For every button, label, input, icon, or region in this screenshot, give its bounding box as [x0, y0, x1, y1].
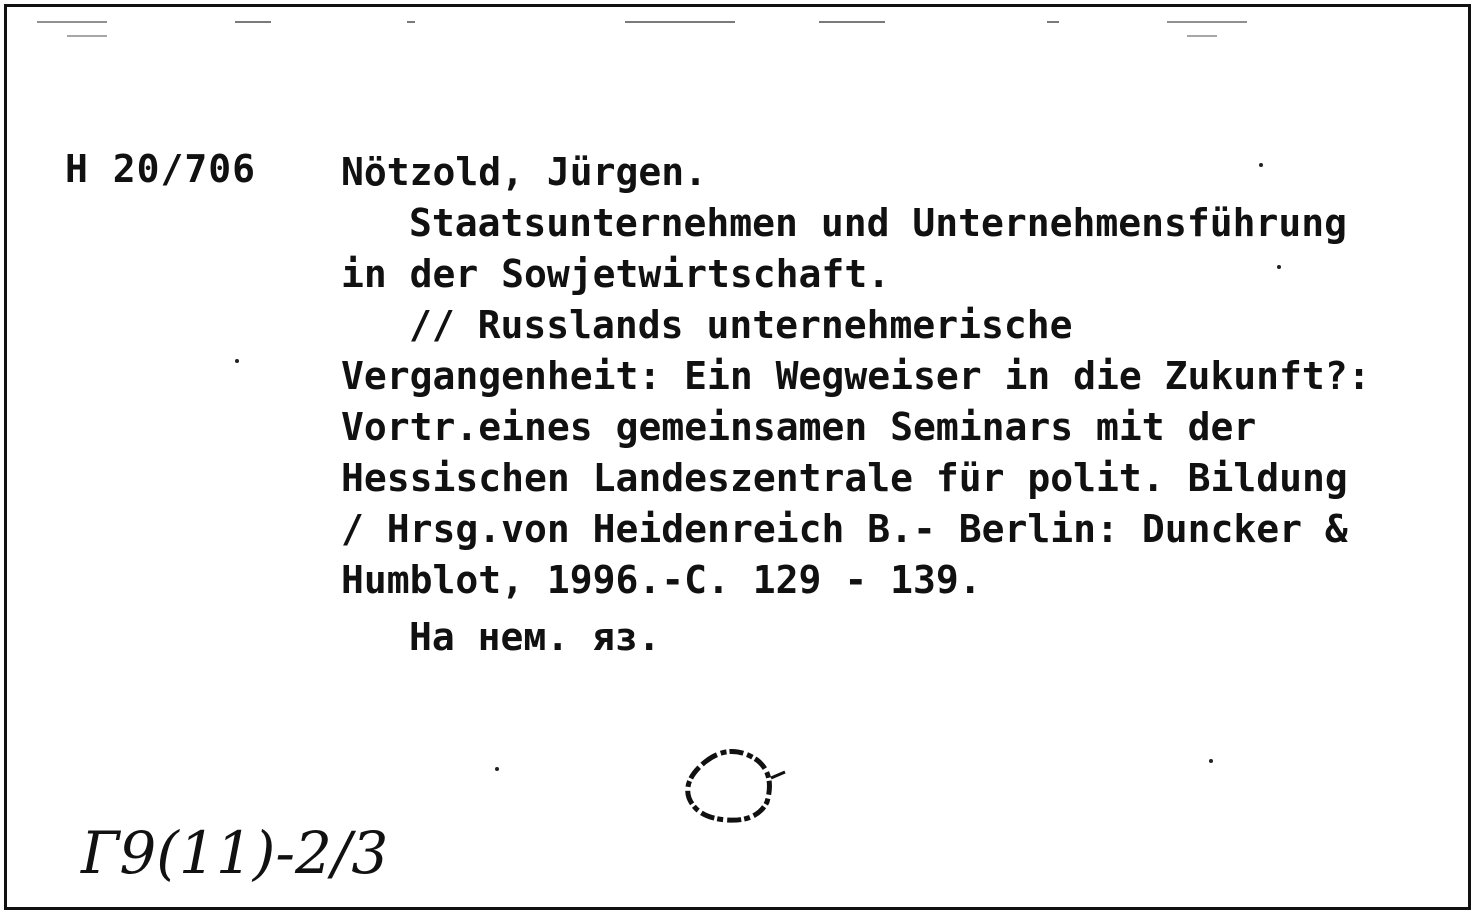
series-word: für [935, 456, 1005, 500]
title-line-2: in der Sowjetwirtschaft. [341, 252, 891, 296]
stamp-mark [675, 742, 795, 842]
series-word: der [1187, 405, 1257, 449]
speck [235, 359, 239, 363]
series-word: B.- [867, 507, 936, 551]
series-line-5 [341, 504, 1439, 555]
title-word: Unternehmensführung [912, 201, 1348, 245]
series-word: Russlands [477, 303, 684, 347]
speck [1259, 163, 1263, 167]
series-word: unternehmerische [706, 303, 1073, 347]
catalog-card [4, 4, 1471, 910]
series-word: // [409, 303, 455, 347]
series-word: polit. [1027, 456, 1165, 500]
series-word: Duncker & [1141, 507, 1348, 551]
series-line-6: Humblot, 1996.-C. 129 - 139. [341, 558, 982, 602]
series-word: Bildung [1187, 456, 1348, 500]
title-word: und [820, 201, 890, 245]
series-line-3 [341, 402, 1439, 453]
series-word: Seminars [890, 405, 1074, 449]
series-word: Heidenreich [592, 507, 845, 551]
speck [1209, 759, 1213, 763]
series-line-2: Vergangenheit: Ein Wegweiser in die Zukunft?: [341, 354, 1371, 398]
title-word: Staatsunternehmen [409, 201, 798, 245]
bibliographic-entry [341, 147, 1441, 663]
speck [1277, 265, 1281, 269]
scan-noise [7, 7, 1468, 57]
series-word: mit [1096, 405, 1165, 449]
series-word: gemeinsamen [615, 405, 868, 449]
series-word: Hessischen [341, 456, 570, 500]
series-word: Landeszentrale [592, 456, 913, 500]
series-line-4 [341, 453, 1439, 504]
shelfmark: H 20/706 [65, 147, 257, 191]
handwritten-code-text: Г9(11)-2/3 [81, 819, 389, 887]
series-word: Vortr.eines [341, 405, 593, 449]
language-note: На нем. яз. [409, 615, 661, 659]
series-word: / Hrsg.von [341, 507, 570, 551]
speck [495, 767, 499, 771]
series-line-1 [341, 300, 1209, 351]
series-word: Berlin: [958, 507, 1119, 551]
author-line: Nötzold, Jürgen. [341, 150, 708, 194]
title-line-1 [341, 198, 1439, 249]
handwritten-classification [79, 807, 419, 897]
